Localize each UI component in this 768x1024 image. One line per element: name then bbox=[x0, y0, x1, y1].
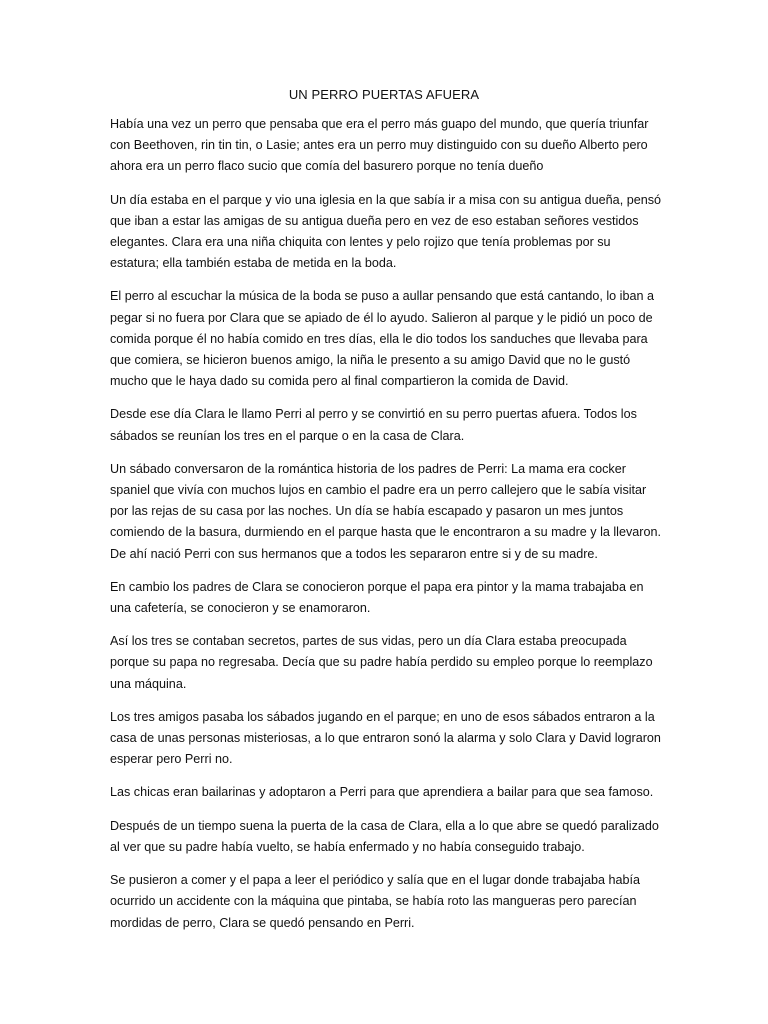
paragraph-11: Se pusieron a comer y el papa a leer el periódico y salía que en el lugar donde trabajaba había ocurrido un accidente con la máquina que pintaba, se había roto las mangueras pero parecían mordidas de perro, Clara se quedó pensando en Perri. bbox=[110, 873, 640, 930]
paragraph-7: Así los tres se contaban secretos, partes de sus vidas, pero un día Clara estaba preocupada porque su papa no regresaba. Decía que su padre había perdido su empleo porque lo reemplazo una máquina. bbox=[110, 634, 653, 691]
paragraph-9: Las chicas eran bailarinas y adoptaron a Perri para que aprendiera a bailar para que sea famoso. bbox=[110, 785, 654, 800]
paragraph-10: Después de un tiempo suena la puerta de la casa de Clara, ella a lo que abre se quedó paralizado al ver que su padre había vuelto, se había enfermado y no había conseguido trabajo. bbox=[110, 818, 659, 854]
document-title: UN PERRO PUERTAS AFUERA bbox=[288, 87, 480, 102]
paragraph-2: Un día estaba en el parque y vio una iglesia en la que sabía ir a misa con su antigua dueña, pensó que iban a estar las amigas de su antigua dueña pero en vez de eso estaban señores vestidos elegantes. Clara era una niña chiquita con lentes y pelo rojizo que tenía problemas por su estatura; ella también estaba de metida en la boda. bbox=[110, 192, 662, 271]
document-body bbox=[110, 114, 662, 946]
paragraph-1: Había una vez un perro que pensaba que era el perro más guapo del mundo, que quería triunfar con Beethoven, rin tin tin, o Lasie; antes era un perro muy distinguido con su dueño Alberto pero ahora era un perro flaco sucio que comía del basurero porque no tenía dueño bbox=[110, 117, 649, 174]
paragraph-6: En cambio los padres de Clara se conocieron porque el papa era pintor y la mama trabajaba en una cafetería, se conocieron y se enamoraron. bbox=[110, 579, 644, 616]
paragraph-4: Desde ese día Clara le llamo Perri al perro y se convirtió en su perro puertas afuera. Todos los sábados se reunían los tres en el parque o en la casa de Clara. bbox=[110, 407, 637, 443]
paragraph-5: Un sábado conversaron de la romántica historia de los padres de Perri: La mama era cocker spaniel que vivía con muchos lujos en cambio el padre era un perro callejero que le sabía visitar por las rejas de su casa por las noches. Un día se había escapado y pasaron un mes juntos comiendo de la basura, durmiendo en el parque hasta que le encontraron a su madre y la llevaron. De ahí nació Perri con sus hermanos que a todos les separaron entre si y de su madre. bbox=[110, 461, 661, 561]
paragraph-8: Los tres amigos pasaba los sábados jugando en el parque; en uno de esos sábados entraron a la casa de unas personas misteriosas, a lo que entraron sonó la alarma y solo Clara y David lograron esperar pero Perri no. bbox=[110, 709, 661, 767]
paragraph-3: El perro al escuchar la música de la boda se puso a aullar pensando que está cantando, lo iban a pegar si no fuera por Clara que se apiado de él lo ayudo. Salieron al parque y le pidió un poco de comida porque él no había comido en tres días, ella le dio todos los sanduches que llevaba para que comiera, se hicieron buenos amigo, la niña le presento a su amigo David que no le gustó mucho que le haya dado su comida pero al final compartieron la comida de David. bbox=[110, 289, 654, 389]
